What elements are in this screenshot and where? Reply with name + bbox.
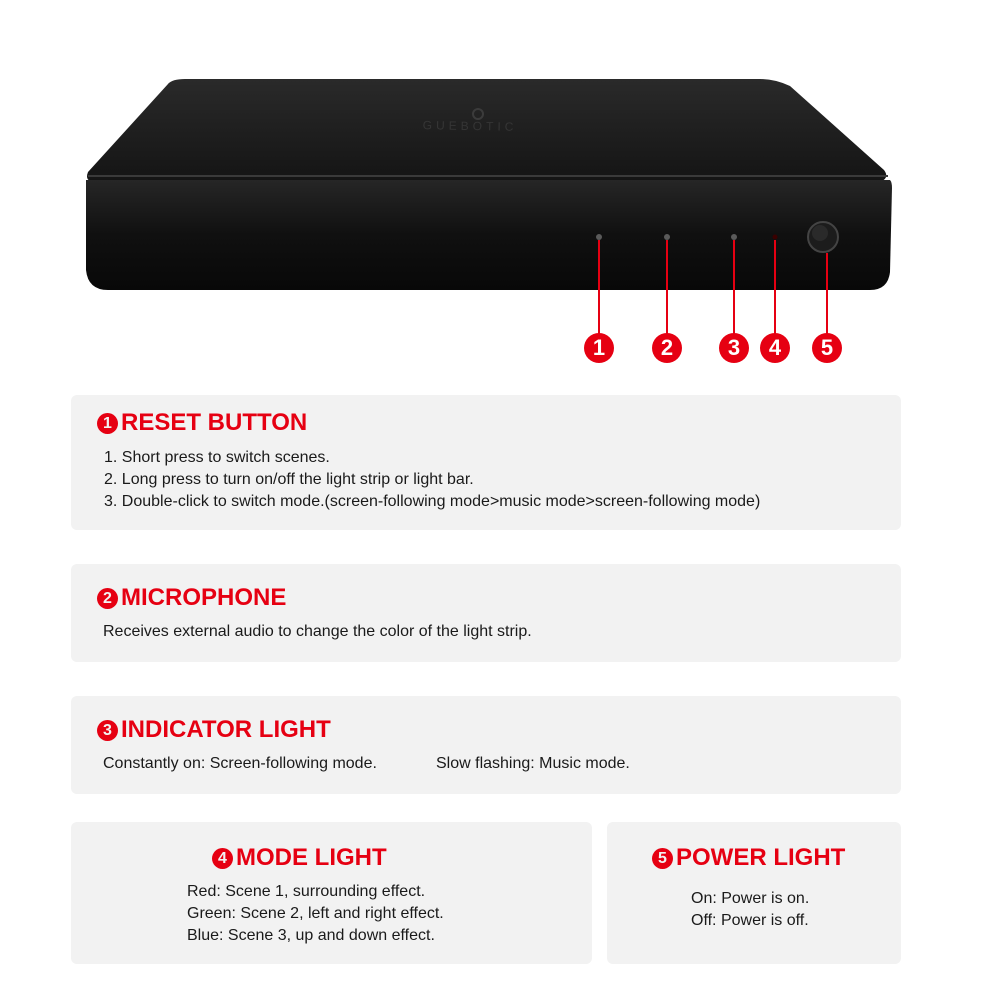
leader-line-2 — [666, 240, 668, 335]
power-light-card — [607, 822, 901, 964]
power-light-description — [691, 888, 809, 932]
mode-led-icon — [773, 235, 778, 240]
microphone-title: 2 MICROPHONE — [97, 584, 286, 612]
leader-line-3 — [733, 240, 735, 335]
list-item: 1. Short press to switch scenes. — [104, 449, 330, 466]
device-brand-text: GUEBOTIC — [422, 118, 518, 134]
mode-light-card — [71, 822, 592, 964]
marker-1: 1 — [584, 333, 614, 363]
device-image — [0, 0, 1000, 330]
leader-line-1 — [598, 240, 600, 335]
mode-light-title: 4 MODE LIGHT — [212, 844, 387, 872]
power-light-title: 5 POWER LIGHT — [652, 844, 845, 872]
reset-button-title: 1 RESET BUTTON — [97, 409, 307, 437]
microphone-description: Receives external audio to change the color of the light strip. — [103, 623, 532, 640]
leader-line-5 — [826, 253, 828, 335]
number-badge: 1 — [97, 413, 118, 434]
number-badge: 5 — [652, 848, 673, 869]
number-badge: 3 — [97, 720, 118, 741]
number-badge: 2 — [97, 588, 118, 609]
list-item: Red: Scene 1, surrounding effect. — [187, 883, 426, 900]
list-item: Off: Power is off. — [691, 912, 809, 929]
mode-light-description — [187, 881, 444, 947]
reset-button-card — [71, 395, 901, 530]
marker-2: 2 — [652, 333, 682, 363]
indicator-flashing-text: Slow flashing: Music mode. — [436, 755, 630, 772]
list-item: 3. Double-click to switch mode.(screen-following mode>music mode>screen-following mode) — [104, 493, 761, 510]
indicator-light-title: 3 INDICATOR LIGHT — [97, 716, 331, 744]
marker-4: 4 — [760, 333, 790, 363]
microphone-card — [71, 564, 901, 662]
marker-3: 3 — [719, 333, 749, 363]
list-item: Green: Scene 2, left and right effect. — [187, 905, 444, 922]
list-item: On: Power is on. — [691, 890, 810, 907]
number-badge: 4 — [212, 848, 233, 869]
list-item: 2. Long press to turn on/off the light strip or light bar. — [104, 471, 474, 488]
list-item: Blue: Scene 3, up and down effect. — [187, 927, 435, 944]
marker-5: 5 — [812, 333, 842, 363]
indicator-constant-text: Constantly on: Screen-following mode. — [103, 755, 377, 772]
reset-button-description — [104, 447, 760, 513]
device-front — [86, 180, 892, 290]
indicator-light-card — [71, 696, 901, 794]
leader-line-4 — [774, 240, 776, 335]
